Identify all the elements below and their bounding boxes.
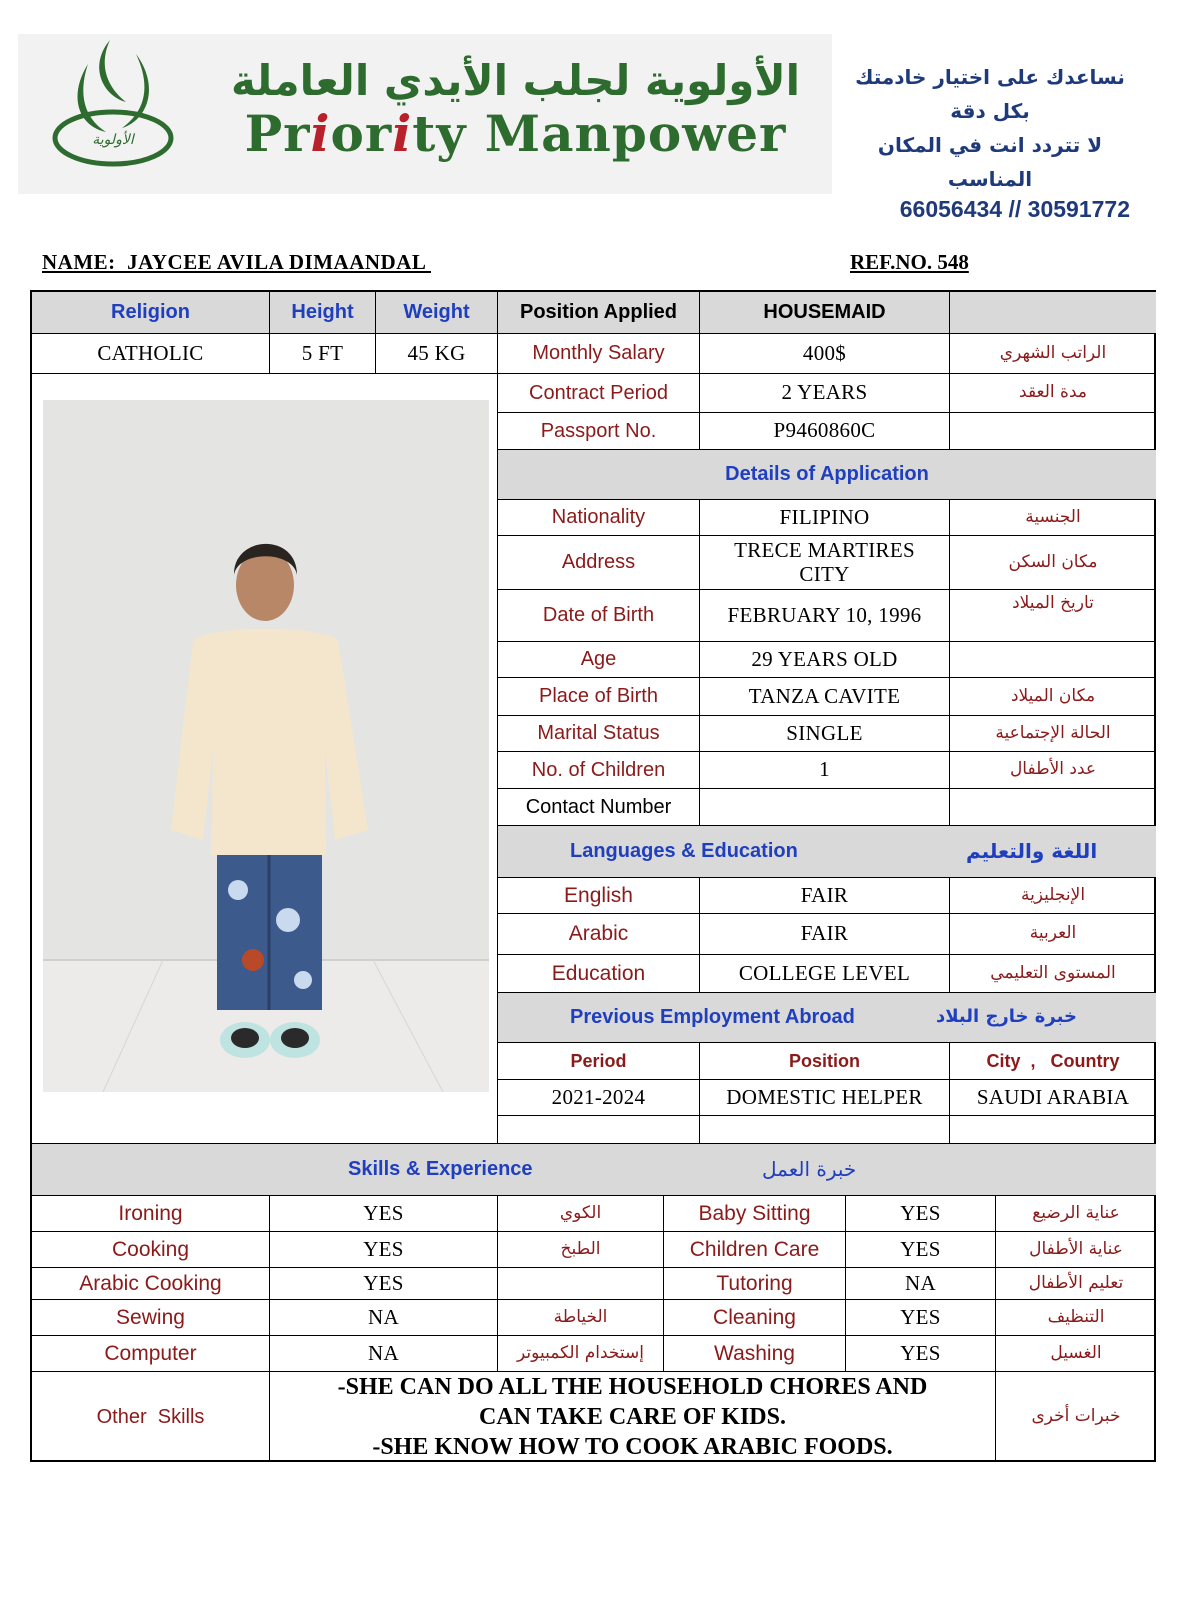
skills-title: Skills & Experience xyxy=(348,1158,533,1181)
candidate-photo xyxy=(43,400,489,1092)
age-label: Age xyxy=(498,642,700,678)
education-value: COLLEGE LEVEL xyxy=(700,955,950,993)
arabic-arabic: العربية xyxy=(950,914,1156,955)
logo-english-title: Priority Manpower xyxy=(244,104,787,163)
details-title: Details of Application xyxy=(498,450,1156,500)
skill-cooking-arabic: الطبخ xyxy=(498,1232,664,1268)
skill-arabiccooking-label: Arabic Cooking xyxy=(32,1268,270,1300)
birthplace-label: Place of Birth xyxy=(498,678,700,716)
english-arabic: الإنجليزية xyxy=(950,878,1156,914)
skill-sewing-label: Sewing xyxy=(32,1300,270,1336)
skill-sewing-value: NA xyxy=(270,1300,498,1336)
skill-arabiccooking-value: YES xyxy=(270,1268,498,1300)
reference-number: REF.NO. 548 xyxy=(850,250,969,274)
salary-value: 400$ xyxy=(700,334,950,374)
skill-ironing-label: Ironing xyxy=(32,1196,270,1232)
other-skills-arabic: خبرات أخرى xyxy=(1031,1406,1121,1427)
employment-empty-location xyxy=(950,1116,1156,1144)
cv-table xyxy=(30,290,1156,1462)
weight-value: 45 KG xyxy=(376,334,498,374)
skill-washing-label: Washing xyxy=(664,1336,846,1372)
skill-cleaning-arabic: التنظيف xyxy=(996,1300,1156,1336)
children-arabic: عدد الأطفال xyxy=(950,752,1156,789)
address-label: Address xyxy=(498,536,700,590)
contact-arabic xyxy=(950,789,1156,826)
skill-childrencare-label: Children Care xyxy=(664,1232,846,1268)
skill-ironing-arabic: الكوي xyxy=(498,1196,664,1232)
religion-value: CATHOLIC xyxy=(32,334,270,374)
contact-label: Contact Number xyxy=(498,789,700,826)
age-arabic xyxy=(950,642,1156,678)
candidate-name: NAME: JAYCEE AVILA DIMAANDAL xyxy=(42,250,431,274)
skill-washing-arabic: الغسيل xyxy=(996,1336,1156,1372)
weight-header: Weight xyxy=(376,292,498,334)
other-skills-label: Other Skills xyxy=(32,1372,270,1462)
languages-title: Languages & Education xyxy=(570,840,798,863)
address-value: TRECE MARTIRES CITY xyxy=(700,536,950,590)
english-value: FAIR xyxy=(700,878,950,914)
passport-value: P9460860C xyxy=(700,413,950,450)
skill-arabiccooking-arabic xyxy=(498,1268,664,1300)
employment-position: DOMESTIC HELPER xyxy=(700,1080,950,1116)
nationality-arabic: الجنسية xyxy=(950,500,1156,536)
contact-value xyxy=(700,789,950,826)
skill-cleaning-label: Cleaning xyxy=(664,1300,846,1336)
employment-period: 2021-2024 xyxy=(498,1080,700,1116)
skill-sewing-arabic: الخياطة xyxy=(498,1300,664,1336)
nationality-value: FILIPINO xyxy=(700,500,950,536)
english-label: English xyxy=(498,878,700,914)
other-skills-line-2: CAN TAKE CARE OF KIDS. xyxy=(479,1404,786,1430)
skill-cooking-label: Cooking xyxy=(32,1232,270,1268)
skill-childrencare-arabic: عناية الأطفال xyxy=(996,1232,1156,1268)
passport-label: Passport No. xyxy=(498,413,700,450)
salary-label: Monthly Salary xyxy=(498,334,700,374)
arabic-label: Arabic xyxy=(498,914,700,955)
address-arabic: مكان السكن xyxy=(950,536,1156,590)
skill-tutoring-label: Tutoring xyxy=(664,1268,846,1300)
skill-babysitting-label: Baby Sitting xyxy=(664,1196,846,1232)
position-applied-arabic xyxy=(950,292,1156,334)
skill-childrencare-value: YES xyxy=(846,1232,996,1268)
skill-babysitting-arabic: عناية الرضيع xyxy=(996,1196,1156,1232)
birthplace-value: TANZA CAVITE xyxy=(700,678,950,716)
skill-tutoring-arabic: تعليم الأطفال xyxy=(996,1268,1156,1300)
contract-arabic: مدة العقد xyxy=(950,374,1156,413)
education-arabic: المستوى التعليمي xyxy=(950,955,1156,993)
marital-arabic: الحالة الإجتماعية xyxy=(950,716,1156,752)
passport-arabic xyxy=(950,413,1156,450)
arabic-value: FAIR xyxy=(700,914,950,955)
skill-ironing-value: YES xyxy=(270,1196,498,1232)
employment-title: Previous Employment Abroad xyxy=(570,1006,855,1029)
employment-col-location: City , Country xyxy=(950,1043,1156,1080)
nationality-label: Nationality xyxy=(498,500,700,536)
skill-tutoring-value: NA xyxy=(846,1268,996,1300)
employment-empty-position xyxy=(700,1116,950,1144)
position-applied-value: HOUSEMAID xyxy=(700,292,950,334)
salary-arabic: الراتب الشهري xyxy=(950,334,1156,374)
languages-title-arabic: اللغة والتعليم xyxy=(966,839,1098,864)
height-value: 5 FT xyxy=(270,334,376,374)
dob-label: Date of Birth xyxy=(498,590,700,642)
age-value: 29 YEARS OLD xyxy=(700,642,950,678)
tagline-line-1: نساعدك على اختيار خادمتك بكل دقة xyxy=(855,65,1125,123)
position-applied-label: Position Applied xyxy=(498,292,700,334)
contract-value: 2 YEARS xyxy=(700,374,950,413)
marital-value: SINGLE xyxy=(700,716,950,752)
logo-banner xyxy=(18,34,832,194)
height-header: Height xyxy=(270,292,376,334)
education-label: Education xyxy=(498,955,700,993)
religion-header: Religion xyxy=(32,292,270,334)
other-skills-line-1: -SHE CAN DO ALL THE HOUSEHOLD CHORES AND xyxy=(337,1374,928,1400)
skill-computer-label: Computer xyxy=(32,1336,270,1372)
employment-col-position: Position xyxy=(700,1043,950,1080)
birthplace-arabic: مكان الميلاد xyxy=(950,678,1156,716)
skill-babysitting-value: YES xyxy=(846,1196,996,1232)
tagline xyxy=(840,60,1140,196)
other-skills-text xyxy=(270,1372,996,1462)
dob-arabic: تاريخ الميلاد xyxy=(950,590,1156,642)
skill-cleaning-value: YES xyxy=(846,1300,996,1336)
children-value: 1 xyxy=(700,752,950,789)
skill-computer-value: NA xyxy=(270,1336,498,1372)
svg-text:الأولوية: الأولوية xyxy=(92,132,134,148)
contract-label: Contract Period xyxy=(498,374,700,413)
logo-emblem-text xyxy=(48,36,178,168)
skill-washing-value: YES xyxy=(846,1336,996,1372)
skill-computer-arabic: إستخدام الكمبيوتر xyxy=(498,1336,664,1372)
employment-location: SAUDI ARABIA xyxy=(950,1080,1156,1116)
phone-numbers: 66056434 // 30591772 xyxy=(899,196,1130,222)
marital-label: Marital Status xyxy=(498,716,700,752)
other-skills-line-3: -SHE KNOW HOW TO COOK ARABIC FOODS. xyxy=(372,1434,893,1460)
employment-title-arabic: خبرة خارج البلاد xyxy=(936,1006,1077,1028)
skills-header xyxy=(32,1144,1156,1196)
employment-col-period: Period xyxy=(498,1043,700,1080)
languages-header xyxy=(498,826,1156,878)
dob-value: FEBRUARY 10, 1996 xyxy=(700,590,950,642)
skill-cooking-value: YES xyxy=(270,1232,498,1268)
employment-header xyxy=(498,993,1156,1043)
logo-arabic-title: الأولوية لجلب الأيدي العاملة xyxy=(230,56,801,105)
employment-empty-period xyxy=(498,1116,700,1144)
tagline-line-2: لا تتردد انت في المكان المناسب xyxy=(877,133,1103,191)
children-label: No. of Children xyxy=(498,752,700,789)
skills-title-arabic: خبرة العمل xyxy=(762,1157,857,1182)
